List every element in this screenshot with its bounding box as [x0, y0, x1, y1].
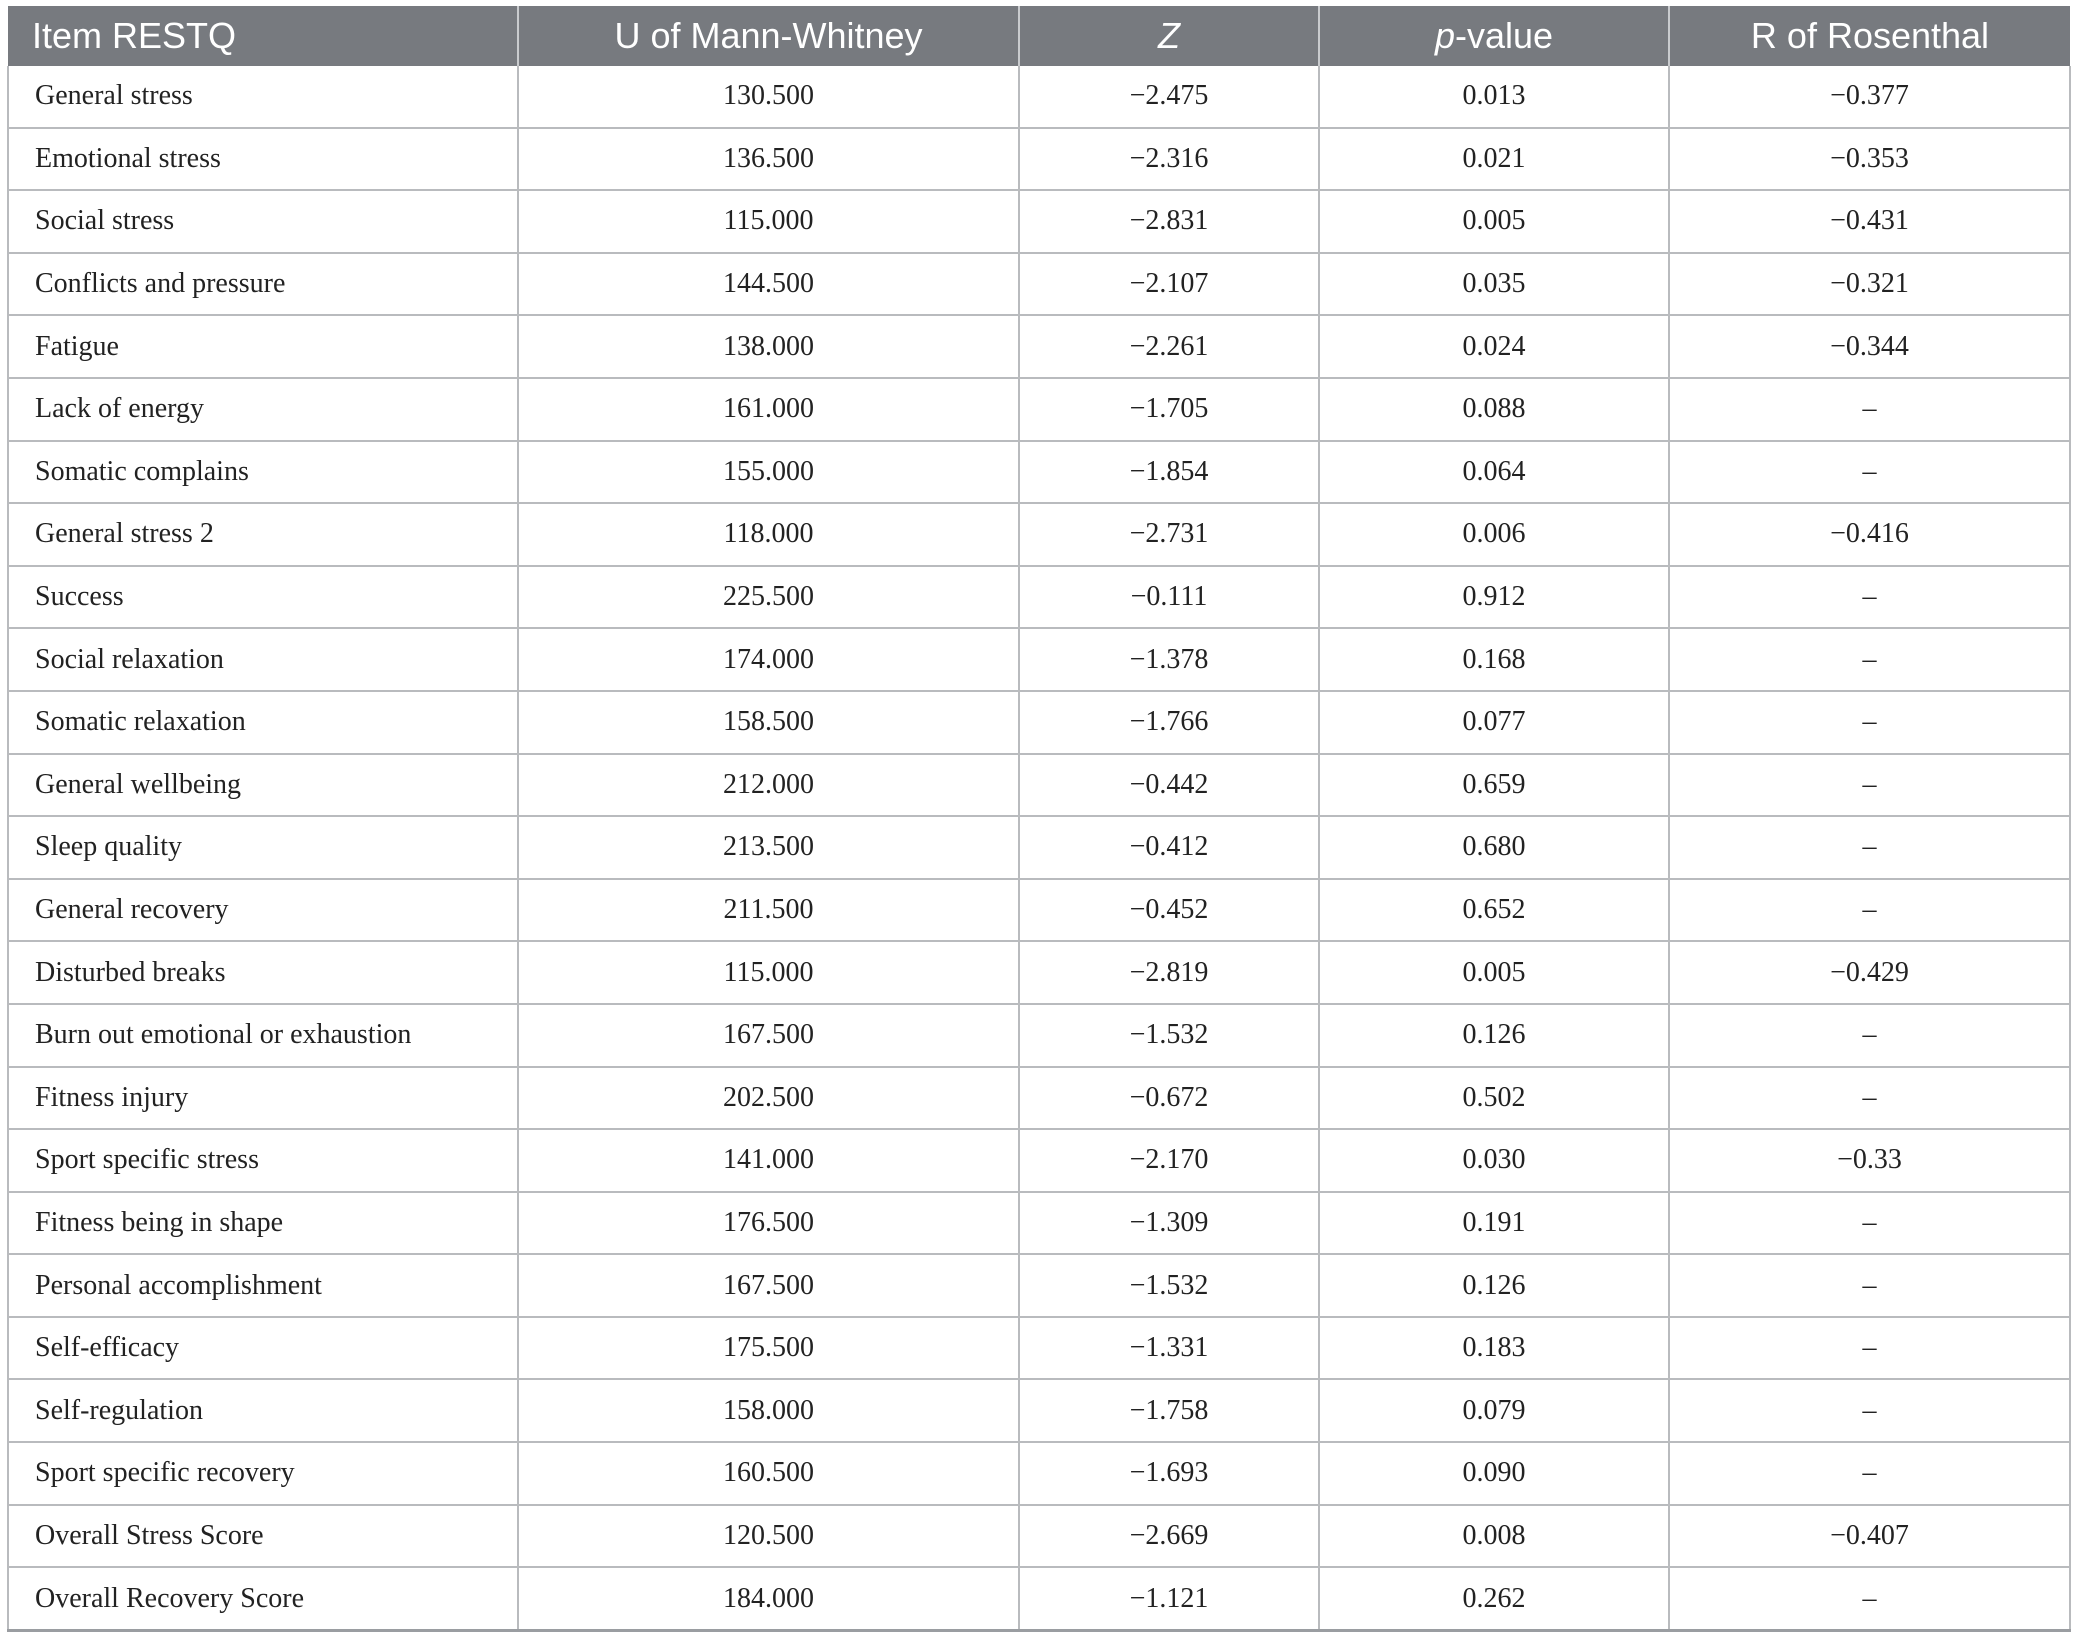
cell-item: Disturbed breaks	[8, 941, 518, 1004]
cell-z-value: −0.452	[1019, 879, 1319, 942]
table-row	[8, 879, 2070, 942]
cell-u-value: 175.500	[518, 1317, 1019, 1380]
cell-z-value: −2.731	[1019, 503, 1319, 566]
table-row	[8, 128, 2070, 191]
cell-u-value: 118.000	[518, 503, 1019, 566]
cell-p-value: 0.126	[1319, 1004, 1669, 1067]
header-row	[8, 6, 2070, 66]
cell-z-value: −2.669	[1019, 1505, 1319, 1568]
cell-r-value: –	[1669, 1317, 2070, 1380]
table-row	[8, 253, 2070, 316]
cell-item: Lack of energy	[8, 378, 518, 441]
cell-item: General stress 2	[8, 503, 518, 566]
cell-z-value: −2.316	[1019, 128, 1319, 191]
cell-u-value: 115.000	[518, 190, 1019, 253]
cell-z-value: −1.378	[1019, 628, 1319, 691]
cell-p-value: 0.680	[1319, 816, 1669, 879]
header-r-rosenthal: R of Rosenthal	[1669, 6, 2070, 66]
mann-whitney-results-table	[7, 6, 2071, 1632]
cell-item: Fitness injury	[8, 1067, 518, 1130]
cell-z-value: −0.412	[1019, 816, 1319, 879]
cell-z-value: −0.672	[1019, 1067, 1319, 1130]
cell-r-value: −0.429	[1669, 941, 2070, 1004]
cell-p-value: 0.030	[1319, 1129, 1669, 1192]
cell-item: Sleep quality	[8, 816, 518, 879]
cell-r-value: −0.407	[1669, 1505, 2070, 1568]
cell-r-value: –	[1669, 628, 2070, 691]
cell-item: General wellbeing	[8, 754, 518, 817]
cell-u-value: 212.000	[518, 754, 1019, 817]
cell-z-value: −1.758	[1019, 1379, 1319, 1442]
cell-p-value: 0.912	[1319, 566, 1669, 629]
cell-u-value: 158.000	[518, 1379, 1019, 1442]
header-p-value	[1319, 6, 1669, 66]
cell-p-value: 0.005	[1319, 190, 1669, 253]
cell-item: Somatic complains	[8, 441, 518, 504]
cell-z-value: −1.693	[1019, 1442, 1319, 1505]
table-body	[8, 66, 2070, 1630]
header-z-label: Z	[1158, 15, 1180, 56]
table-row	[8, 1067, 2070, 1130]
cell-r-value: −0.353	[1669, 128, 2070, 191]
cell-item: Self-regulation	[8, 1379, 518, 1442]
cell-r-value: –	[1669, 378, 2070, 441]
cell-r-value: −0.344	[1669, 315, 2070, 378]
cell-z-value: −0.442	[1019, 754, 1319, 817]
header-z	[1019, 6, 1319, 66]
cell-p-value: 0.024	[1319, 315, 1669, 378]
table-row	[8, 378, 2070, 441]
table-row	[8, 1505, 2070, 1568]
cell-u-value: 136.500	[518, 128, 1019, 191]
cell-item: General stress	[8, 66, 518, 128]
table-row	[8, 691, 2070, 754]
cell-r-value: –	[1669, 1379, 2070, 1442]
cell-z-value: −1.331	[1019, 1317, 1319, 1380]
cell-r-value: –	[1669, 1004, 2070, 1067]
cell-u-value: 174.000	[518, 628, 1019, 691]
header-item-restq: Item RESTQ	[8, 6, 518, 66]
cell-item: Sport specific recovery	[8, 1442, 518, 1505]
cell-r-value: –	[1669, 754, 2070, 817]
cell-z-value: −0.111	[1019, 566, 1319, 629]
cell-r-value: −0.33	[1669, 1129, 2070, 1192]
cell-item: Conflicts and pressure	[8, 253, 518, 316]
cell-z-value: −1.705	[1019, 378, 1319, 441]
header-p-prefix: p	[1434, 15, 1455, 56]
cell-u-value: 155.000	[518, 441, 1019, 504]
cell-item: Sport specific stress	[8, 1129, 518, 1192]
cell-r-value: –	[1669, 1254, 2070, 1317]
cell-item: General recovery	[8, 879, 518, 942]
cell-u-value: 144.500	[518, 253, 1019, 316]
cell-p-value: 0.126	[1319, 1254, 1669, 1317]
cell-u-value: 141.000	[518, 1129, 1019, 1192]
cell-r-value: –	[1669, 879, 2070, 942]
table-row	[8, 66, 2070, 128]
cell-p-value: 0.168	[1319, 628, 1669, 691]
cell-p-value: 0.191	[1319, 1192, 1669, 1255]
cell-r-value: –	[1669, 1067, 2070, 1130]
cell-u-value: 115.000	[518, 941, 1019, 1004]
cell-r-value: −0.377	[1669, 66, 2070, 128]
cell-p-value: 0.090	[1319, 1442, 1669, 1505]
cell-p-value: 0.659	[1319, 754, 1669, 817]
cell-p-value: 0.035	[1319, 253, 1669, 316]
cell-p-value: 0.652	[1319, 879, 1669, 942]
cell-z-value: −1.766	[1019, 691, 1319, 754]
cell-z-value: −1.532	[1019, 1004, 1319, 1067]
cell-z-value: −2.475	[1019, 66, 1319, 128]
table-row	[8, 1129, 2070, 1192]
cell-u-value: 211.500	[518, 879, 1019, 942]
cell-r-value: −0.431	[1669, 190, 2070, 253]
cell-z-value: −2.819	[1019, 941, 1319, 1004]
cell-u-value: 130.500	[518, 66, 1019, 128]
cell-r-value: –	[1669, 816, 2070, 879]
table-row	[8, 754, 2070, 817]
cell-r-value: –	[1669, 566, 2070, 629]
cell-p-value: 0.013	[1319, 66, 1669, 128]
cell-p-value: 0.021	[1319, 128, 1669, 191]
cell-z-value: −2.831	[1019, 190, 1319, 253]
cell-p-value: 0.262	[1319, 1567, 1669, 1630]
cell-z-value: −1.121	[1019, 1567, 1319, 1630]
cell-u-value: 167.500	[518, 1254, 1019, 1317]
cell-z-value: −1.532	[1019, 1254, 1319, 1317]
cell-r-value: –	[1669, 1567, 2070, 1630]
cell-z-value: −1.854	[1019, 441, 1319, 504]
cell-item: Fitness being in shape	[8, 1192, 518, 1255]
cell-item: Personal accomplishment	[8, 1254, 518, 1317]
cell-r-value: −0.321	[1669, 253, 2070, 316]
cell-u-value: 158.500	[518, 691, 1019, 754]
cell-u-value: 184.000	[518, 1567, 1019, 1630]
cell-u-value: 225.500	[518, 566, 1019, 629]
table-row	[8, 441, 2070, 504]
cell-z-value: −2.107	[1019, 253, 1319, 316]
results-table-container	[7, 6, 2069, 1632]
cell-p-value: 0.183	[1319, 1317, 1669, 1380]
cell-item: Social relaxation	[8, 628, 518, 691]
table-row	[8, 941, 2070, 1004]
cell-item: Burn out emotional or exhaustion	[8, 1004, 518, 1067]
cell-item: Success	[8, 566, 518, 629]
table-row	[8, 628, 2070, 691]
table-row	[8, 1567, 2070, 1630]
cell-u-value: 176.500	[518, 1192, 1019, 1255]
cell-item: Overall Stress Score	[8, 1505, 518, 1568]
cell-p-value: 0.064	[1319, 441, 1669, 504]
table-row	[8, 1379, 2070, 1442]
cell-p-value: 0.088	[1319, 378, 1669, 441]
table-row	[8, 1254, 2070, 1317]
table-row	[8, 1004, 2070, 1067]
cell-u-value: 160.500	[518, 1442, 1019, 1505]
cell-p-value: 0.502	[1319, 1067, 1669, 1130]
cell-r-value: –	[1669, 691, 2070, 754]
cell-u-value: 167.500	[518, 1004, 1019, 1067]
cell-item: Social stress	[8, 190, 518, 253]
header-u-mann-whitney: U of Mann-Whitney	[518, 6, 1019, 66]
table-row	[8, 503, 2070, 566]
cell-item: Somatic relaxation	[8, 691, 518, 754]
cell-r-value: –	[1669, 1442, 2070, 1505]
cell-item: Emotional stress	[8, 128, 518, 191]
cell-item: Overall Recovery Score	[8, 1567, 518, 1630]
cell-p-value: 0.008	[1319, 1505, 1669, 1568]
cell-u-value: 202.500	[518, 1067, 1019, 1130]
table-row	[8, 816, 2070, 879]
cell-u-value: 213.500	[518, 816, 1019, 879]
cell-p-value: 0.005	[1319, 941, 1669, 1004]
table-row	[8, 315, 2070, 378]
cell-p-value: 0.006	[1319, 503, 1669, 566]
table-row	[8, 1442, 2070, 1505]
cell-r-value: −0.416	[1669, 503, 2070, 566]
cell-item: Self-efficacy	[8, 1317, 518, 1380]
table-row	[8, 1192, 2070, 1255]
cell-p-value: 0.079	[1319, 1379, 1669, 1442]
header-p-suffix: -value	[1454, 15, 1554, 56]
cell-r-value: –	[1669, 1192, 2070, 1255]
cell-p-value: 0.077	[1319, 691, 1669, 754]
cell-item: Fatigue	[8, 315, 518, 378]
cell-u-value: 161.000	[518, 378, 1019, 441]
table-header	[8, 6, 2070, 66]
cell-z-value: −1.309	[1019, 1192, 1319, 1255]
table-row	[8, 1317, 2070, 1380]
cell-u-value: 138.000	[518, 315, 1019, 378]
table-row	[8, 190, 2070, 253]
cell-u-value: 120.500	[518, 1505, 1019, 1568]
cell-r-value: –	[1669, 441, 2070, 504]
cell-z-value: −2.170	[1019, 1129, 1319, 1192]
cell-z-value: −2.261	[1019, 315, 1319, 378]
table-row	[8, 566, 2070, 629]
